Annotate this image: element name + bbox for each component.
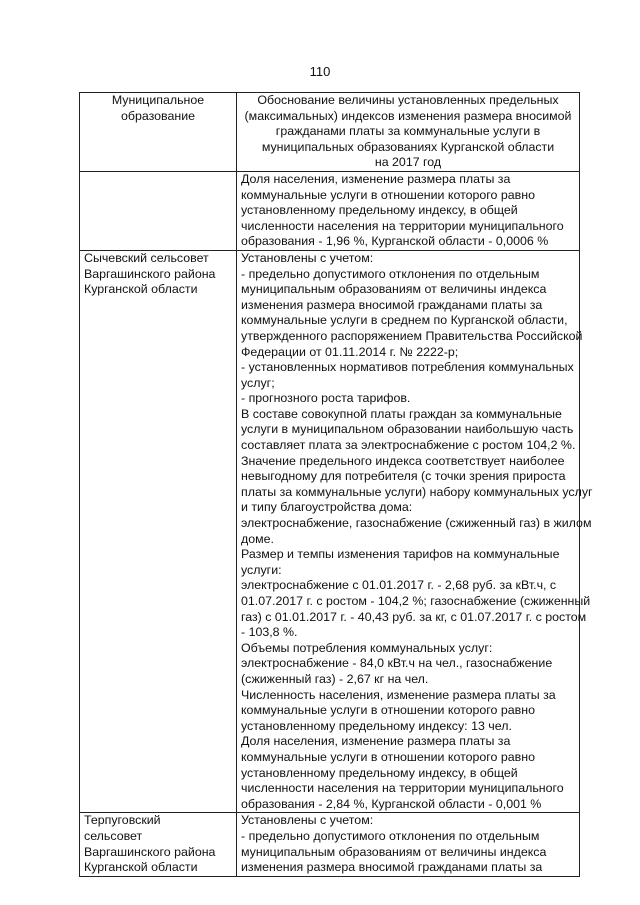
justification-text-line: - установленных нормативов потребления коммунальных <box>241 360 574 375</box>
table-row <box>80 171 580 250</box>
justification-text-line: - прогнозного роста тарифов. <box>241 391 411 406</box>
justification-text-line: невыгодному для потребителя (с точки зрения прироста <box>241 469 566 484</box>
page-number: 110 <box>309 64 331 79</box>
justification-text-line: Доля населения, изменение размера платы за <box>241 734 511 749</box>
justification-text-line: и типу благоустройства дома: <box>241 500 413 515</box>
justification-cell <box>237 171 580 250</box>
justification-text-line: коммунальные услуги в отношении которого равно <box>241 187 535 202</box>
municipality-name-line: Терпуговский <box>84 813 161 828</box>
justification-text-line: коммунальные услуги в отношении которого равно <box>241 749 535 764</box>
justification-text-line: Установлены с учетом: <box>241 250 374 265</box>
justification-text-line: численности населения на территории муниципального <box>241 781 564 796</box>
justification-text-line: образования - 1,96 %, Курганской области - 0,0006 % <box>241 234 549 249</box>
municipality-cell <box>80 250 237 812</box>
municipality-name-line: сельсовет <box>84 828 143 843</box>
justification-text-line: муниципальным образованиям от величины индекса <box>241 282 547 297</box>
justification-text-line: доме. <box>241 531 274 546</box>
justification-text-line: услуги: <box>241 562 282 577</box>
justification-text-line: электроснабжение с 01.01.2017 г. - 2,68 руб. за кВт.ч, с <box>241 578 557 593</box>
table-row <box>80 813 580 876</box>
header-text-line: образование <box>120 108 196 123</box>
justification-text-line: платы за коммунальные услуги) набору коммунальных услуг <box>241 484 593 499</box>
justification-text-line: муниципальным образованиям от величины индекса <box>241 844 547 859</box>
justification-text-line: образования - 2,84 %, Курганской области - 0,001 % <box>241 796 542 811</box>
justification-text-line: услуг; <box>241 375 275 390</box>
tariff-index-table <box>79 92 593 877</box>
justification-text-line: - предельно допустимого отклонения по отдельным <box>241 266 540 281</box>
justification-cell <box>237 250 593 812</box>
header-justification <box>237 93 580 172</box>
municipality-name-line: Курганской области <box>84 282 198 297</box>
justification-text-line: газ) с 01.01.2017 г. - 40,43 руб. за кг, с 01.07.2017 г. с ростом <box>241 609 587 624</box>
header-text-line: (максимальных) индексов изменения размера вносимой <box>244 108 572 123</box>
justification-text-line: услуги в муниципальном образовании наибольшую часть <box>241 422 574 437</box>
municipality-name-line: Курганской области <box>84 860 198 875</box>
justification-text-line: Значение предельного индекса соответствует наиболее <box>241 453 565 468</box>
justification-text-line: 01.07.2017 г. с ростом - 104,2 %; газоснабжение (сжиженный <box>241 594 591 608</box>
justification-text-line: - 103,8 %. <box>241 625 298 640</box>
justification-text-line: Численность населения, изменение размера платы за <box>241 687 556 702</box>
justification-text-line: Объемы потребления коммунальных услуг: <box>241 640 493 655</box>
justification-text-line: (сжиженный газ) - 2,67 кг на чел. <box>241 671 429 686</box>
header-text-line: Муниципальное <box>111 93 205 107</box>
municipality-name-line: Сычевский сельсовет <box>84 250 209 265</box>
header-text-line: муниципальных образованиях Курганской области <box>261 139 555 154</box>
justification-text-line: электроснабжение - 84,0 кВт.ч на чел., газоснабжение <box>241 656 553 671</box>
table-row <box>80 250 580 812</box>
justification-text-line: утвержденного распоряжением Правительства Российской <box>241 328 583 343</box>
justification-text-line: изменения размера вносимой гражданами платы за <box>241 297 543 312</box>
justification-text-line: электроснабжение, газоснабжение (сжиженный газ) в жилом <box>241 516 592 531</box>
justification-cell <box>237 813 580 876</box>
header-municipality <box>80 93 237 172</box>
municipality-name-line: Варгашинского района <box>84 844 216 859</box>
municipality-cell <box>80 171 237 250</box>
justification-text-line: Доля населения, изменение размера платы за <box>241 171 511 186</box>
justification-text-line: установленному предельному индексу: 13 чел. <box>241 718 512 733</box>
justification-text-line: коммунальные услуги в среднем по Курганской области, <box>241 313 568 328</box>
justification-text-line: Федерации от 01.11.2014 г. № 2222-р; <box>241 344 459 359</box>
justification-text-line: численности населения на территории муниципального <box>241 218 564 233</box>
header-text-line: Обоснование величины установленных предельных <box>257 93 559 107</box>
justification-text-line: В составе совокупной платы граждан за коммунальные <box>241 406 562 421</box>
justification-text-line: установленному предельному индексу, в общей <box>241 203 518 218</box>
header-text-line: на 2017 год <box>374 155 442 170</box>
header-text-line: гражданами платы за коммунальные услуги в <box>275 124 541 139</box>
table-header-row <box>80 93 580 172</box>
justification-text-line: - предельно допустимого отклонения по отдельным <box>241 828 540 843</box>
justification-text-line: установленному предельному индексу, в общей <box>241 765 518 780</box>
municipality-name-line: Варгашинского района <box>84 266 216 281</box>
justification-text-line: изменения размера вносимой гражданами платы за <box>241 860 543 875</box>
justification-text-line: Установлены с учетом: <box>241 813 374 828</box>
justification-text-line: Размер и темпы изменения тарифов на коммунальные <box>241 547 560 562</box>
justification-text-line: коммунальные услуги в отношении которого равно <box>241 703 535 718</box>
justification-text-line: составляет плата за электроснабжение с ростом 104,2 %. <box>241 438 576 453</box>
municipality-cell <box>80 813 237 876</box>
